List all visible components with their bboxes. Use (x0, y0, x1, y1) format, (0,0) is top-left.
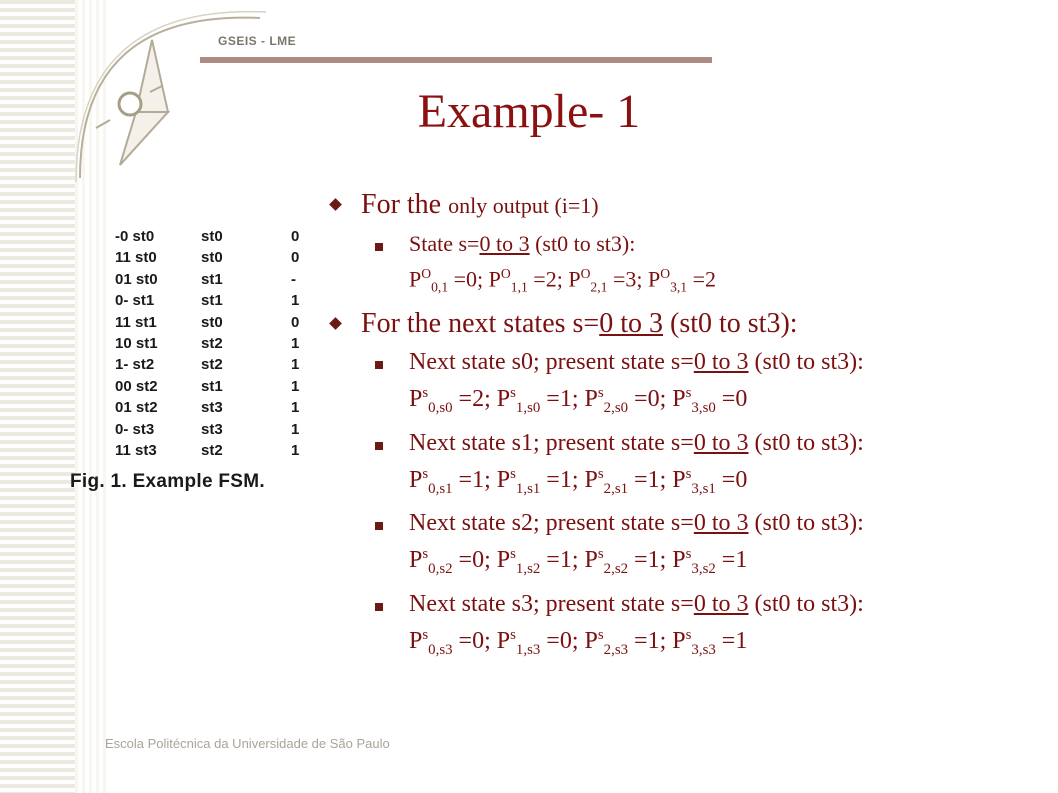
eq-subscript: 1,s0 (515, 399, 541, 416)
next-state-item (325, 589, 1025, 666)
eq-value: =1; (628, 547, 673, 574)
output-heading-small: only output (i=1) (448, 193, 599, 218)
footer-text: Escola Politécnica da Universidade de São Paulo (105, 736, 390, 751)
eq-value: =0 (715, 385, 748, 412)
fsm-row (115, 354, 316, 375)
fsm-cell: st1 (201, 292, 223, 310)
eq-subscript: 3,s1 (691, 480, 716, 497)
eq-superscript: s (510, 465, 516, 482)
eq-superscript: s (685, 627, 692, 644)
state-prefix: State s= (409, 231, 480, 256)
next-item-equation (409, 620, 1025, 666)
next-item-equation (409, 539, 1025, 585)
fsm-cell: 10 st1 (115, 334, 158, 352)
square-bullet-icon (375, 243, 383, 251)
eq-subscript: 2,1 (590, 279, 608, 295)
next-item-equation (409, 378, 1025, 424)
eq-superscript: O (580, 266, 591, 281)
fsm-row (115, 312, 316, 333)
eq-symbol: P (496, 547, 511, 574)
eq-symbol: P (672, 547, 686, 574)
next-state-list (325, 347, 1025, 666)
next-item-range: 0 to 3 (693, 591, 749, 618)
fsm-cell: st2 (201, 334, 223, 352)
eq-value: =1; (540, 466, 585, 493)
next-heading-prefix: For the next states s= (361, 307, 600, 339)
state-suffix: (st0 to st3): (529, 231, 636, 256)
eq-value: =1; (540, 385, 585, 412)
fsm-row (115, 269, 316, 290)
eq-subscript: 3,1 (670, 279, 688, 295)
eq-subscript: 2,s2 (603, 561, 629, 578)
fsm-cell: st2 (201, 441, 223, 459)
fsm-cell: 1 (291, 356, 300, 374)
square-bullet-icon (375, 442, 383, 450)
eq-value: =1; (628, 628, 673, 655)
fsm-row (115, 290, 316, 311)
diamond-bullet-icon (329, 198, 342, 211)
next-heading-suffix: (st0 to st3): (663, 307, 798, 339)
fsm-figure (66, 226, 316, 493)
eq-symbol: P (584, 385, 598, 412)
fsm-row (115, 333, 316, 354)
eq-superscript: s (510, 546, 516, 563)
eq-superscript: s (685, 384, 692, 401)
fsm-cell: 1 (291, 292, 300, 310)
eq-superscript: s (597, 627, 604, 644)
next-item-prefix: Next state s1; present state s= (409, 429, 694, 456)
eq-symbol: P (672, 628, 686, 655)
fsm-cell: 1 (291, 441, 300, 459)
eq-symbol: P (496, 628, 511, 655)
fsm-cell: 1 (291, 377, 300, 395)
fsm-table (66, 226, 316, 461)
fsm-cell: 0 (291, 249, 300, 267)
fsm-cell: st2 (201, 356, 223, 374)
next-state-item (325, 508, 1025, 585)
eq-value: =0; (452, 628, 497, 655)
fsm-cell: 1 (291, 399, 300, 417)
eq-symbol: P (584, 547, 598, 574)
next-item-suffix: (st0 to st3): (748, 429, 864, 456)
eq-subscript: 1,s3 (515, 641, 541, 658)
fsm-cell: 1- st2 (115, 356, 155, 374)
square-bullet-icon (375, 522, 383, 530)
next-item-range: 0 to 3 (693, 348, 749, 375)
square-bullet-icon (375, 603, 383, 611)
eq-subscript: 0,s0 (428, 399, 453, 416)
eq-value: =0; (452, 547, 497, 574)
eq-subscript: 2,s1 (603, 480, 629, 497)
eq-superscript: s (597, 465, 604, 482)
fsm-cell: st3 (201, 399, 223, 417)
eq-superscript: s (422, 465, 429, 482)
eq-value: =2 (687, 266, 717, 292)
next-item-range: 0 to 3 (693, 429, 749, 456)
eq-value: =1 (715, 628, 748, 655)
slide-content (325, 188, 1025, 670)
fsm-cell: 11 st0 (115, 249, 157, 267)
eq-subscript: 3,s3 (691, 641, 716, 658)
eq-superscript: s (510, 627, 516, 644)
next-item-prefix: Next state s0; present state s= (409, 348, 694, 375)
eq-superscript: s (597, 546, 604, 563)
fsm-cell: 0- st1 (115, 292, 155, 310)
eq-symbol: P (672, 466, 686, 493)
fsm-row (115, 419, 316, 440)
next-item-suffix: (st0 to st3): (748, 591, 864, 618)
eq-symbol: P (496, 466, 511, 493)
fsm-cell: 0 (291, 228, 300, 245)
eq-subscript: 1,s2 (515, 561, 541, 578)
next-item-prefix: Next state s2; present state s= (409, 510, 694, 537)
eq-symbol: P (672, 385, 686, 412)
eq-value: =1; (452, 466, 497, 493)
eq-subscript: 2,s0 (603, 399, 629, 416)
eq-superscript: s (685, 546, 692, 563)
output-equation (409, 259, 1025, 303)
next-item-suffix: (st0 to st3): (748, 510, 864, 537)
eq-value: =1; (540, 547, 585, 574)
eq-subscript: 2,s3 (603, 641, 629, 658)
bullet-output-states (325, 229, 1025, 303)
eq-subscript: 1,1 (510, 279, 528, 295)
fsm-cell: 1 (291, 420, 300, 438)
eq-symbol: P (584, 628, 598, 655)
eq-superscript: s (510, 384, 516, 401)
eq-subscript: 0,s2 (428, 561, 453, 578)
eq-subscript: 0,1 (431, 279, 449, 295)
eq-symbol: P (409, 628, 423, 655)
fsm-row (115, 440, 316, 461)
eq-value: =2; (452, 385, 497, 412)
eq-value: =0; (448, 266, 489, 292)
eq-superscript: s (597, 384, 604, 401)
fsm-cell: st0 (201, 228, 223, 245)
output-heading-main: For the (361, 189, 449, 220)
fsm-cell: st3 (201, 420, 223, 438)
bullet-output-heading (325, 188, 1025, 223)
eq-value: =3; (607, 266, 648, 292)
fsm-cell: st0 (201, 249, 223, 267)
eq-value: =1 (715, 547, 748, 574)
eq-symbol: P (409, 385, 423, 412)
eq-subscript: 3,s2 (691, 561, 716, 578)
header-rule (200, 57, 712, 63)
eq-value: =0 (715, 466, 748, 493)
eq-subscript: 0,s1 (428, 480, 453, 497)
eq-symbol: P (409, 547, 423, 574)
fsm-row (115, 397, 316, 418)
eq-superscript: s (422, 546, 429, 563)
fsm-cell: 11 st1 (115, 313, 157, 331)
eq-superscript: s (422, 627, 429, 644)
eq-symbol: P (409, 466, 423, 493)
fsm-cell: -0 st0 (115, 228, 155, 245)
next-item-suffix: (st0 to st3): (748, 348, 864, 375)
next-item-equation (409, 459, 1025, 505)
diamond-bullet-icon (329, 317, 342, 330)
state-range: 0 to 3 (479, 231, 530, 256)
fsm-cell: 00 st2 (115, 377, 158, 395)
eq-value: =0; (628, 385, 673, 412)
eq-superscript: s (685, 465, 692, 482)
eq-symbol: P (584, 466, 598, 493)
fsm-cell: 01 st0 (115, 270, 158, 288)
fsm-cell: st0 (201, 313, 223, 331)
eq-subscript: 1,s1 (515, 480, 541, 497)
eq-subscript: 0,s3 (428, 641, 453, 658)
fsm-cell: - (291, 270, 296, 288)
fsm-row (115, 247, 316, 268)
square-bullet-icon (375, 361, 383, 369)
fsm-row (115, 376, 316, 397)
fsm-cell: 11 st3 (115, 441, 157, 459)
eq-value: =1; (628, 466, 673, 493)
next-item-prefix: Next state s3; present state s= (409, 591, 694, 618)
slide-title: Example- 1 (417, 85, 641, 138)
bullet-next-states-heading (325, 307, 1025, 341)
next-state-item (325, 428, 1025, 505)
eq-superscript: s (422, 384, 429, 401)
eq-symbol: P (647, 266, 661, 292)
next-heading-range: 0 to 3 (599, 307, 663, 339)
fsm-cell: 0 (291, 313, 300, 331)
eq-superscript: O (660, 266, 671, 281)
fsm-cell: st1 (201, 270, 223, 288)
fsm-cell: 01 st2 (115, 399, 158, 417)
next-item-range: 0 to 3 (693, 510, 749, 537)
eq-symbol: P (409, 266, 422, 292)
fsm-row (115, 226, 316, 247)
eq-value: =0; (540, 628, 585, 655)
eq-subscript: 3,s0 (691, 399, 716, 416)
eq-superscript: O (500, 266, 511, 281)
eq-value: =2; (527, 266, 569, 292)
next-state-item (325, 347, 1025, 424)
fsm-caption: Fig. 1. Example FSM. (70, 471, 265, 493)
eq-superscript: O (421, 266, 432, 281)
header-label: GSEIS - LME (218, 34, 297, 48)
fsm-cell: st1 (201, 377, 223, 395)
eq-symbol: P (488, 266, 501, 292)
fsm-cell: 1 (291, 334, 300, 352)
fsm-cell: 0- st3 (115, 420, 155, 438)
eq-symbol: P (496, 385, 511, 412)
eq-symbol: P (568, 266, 581, 292)
